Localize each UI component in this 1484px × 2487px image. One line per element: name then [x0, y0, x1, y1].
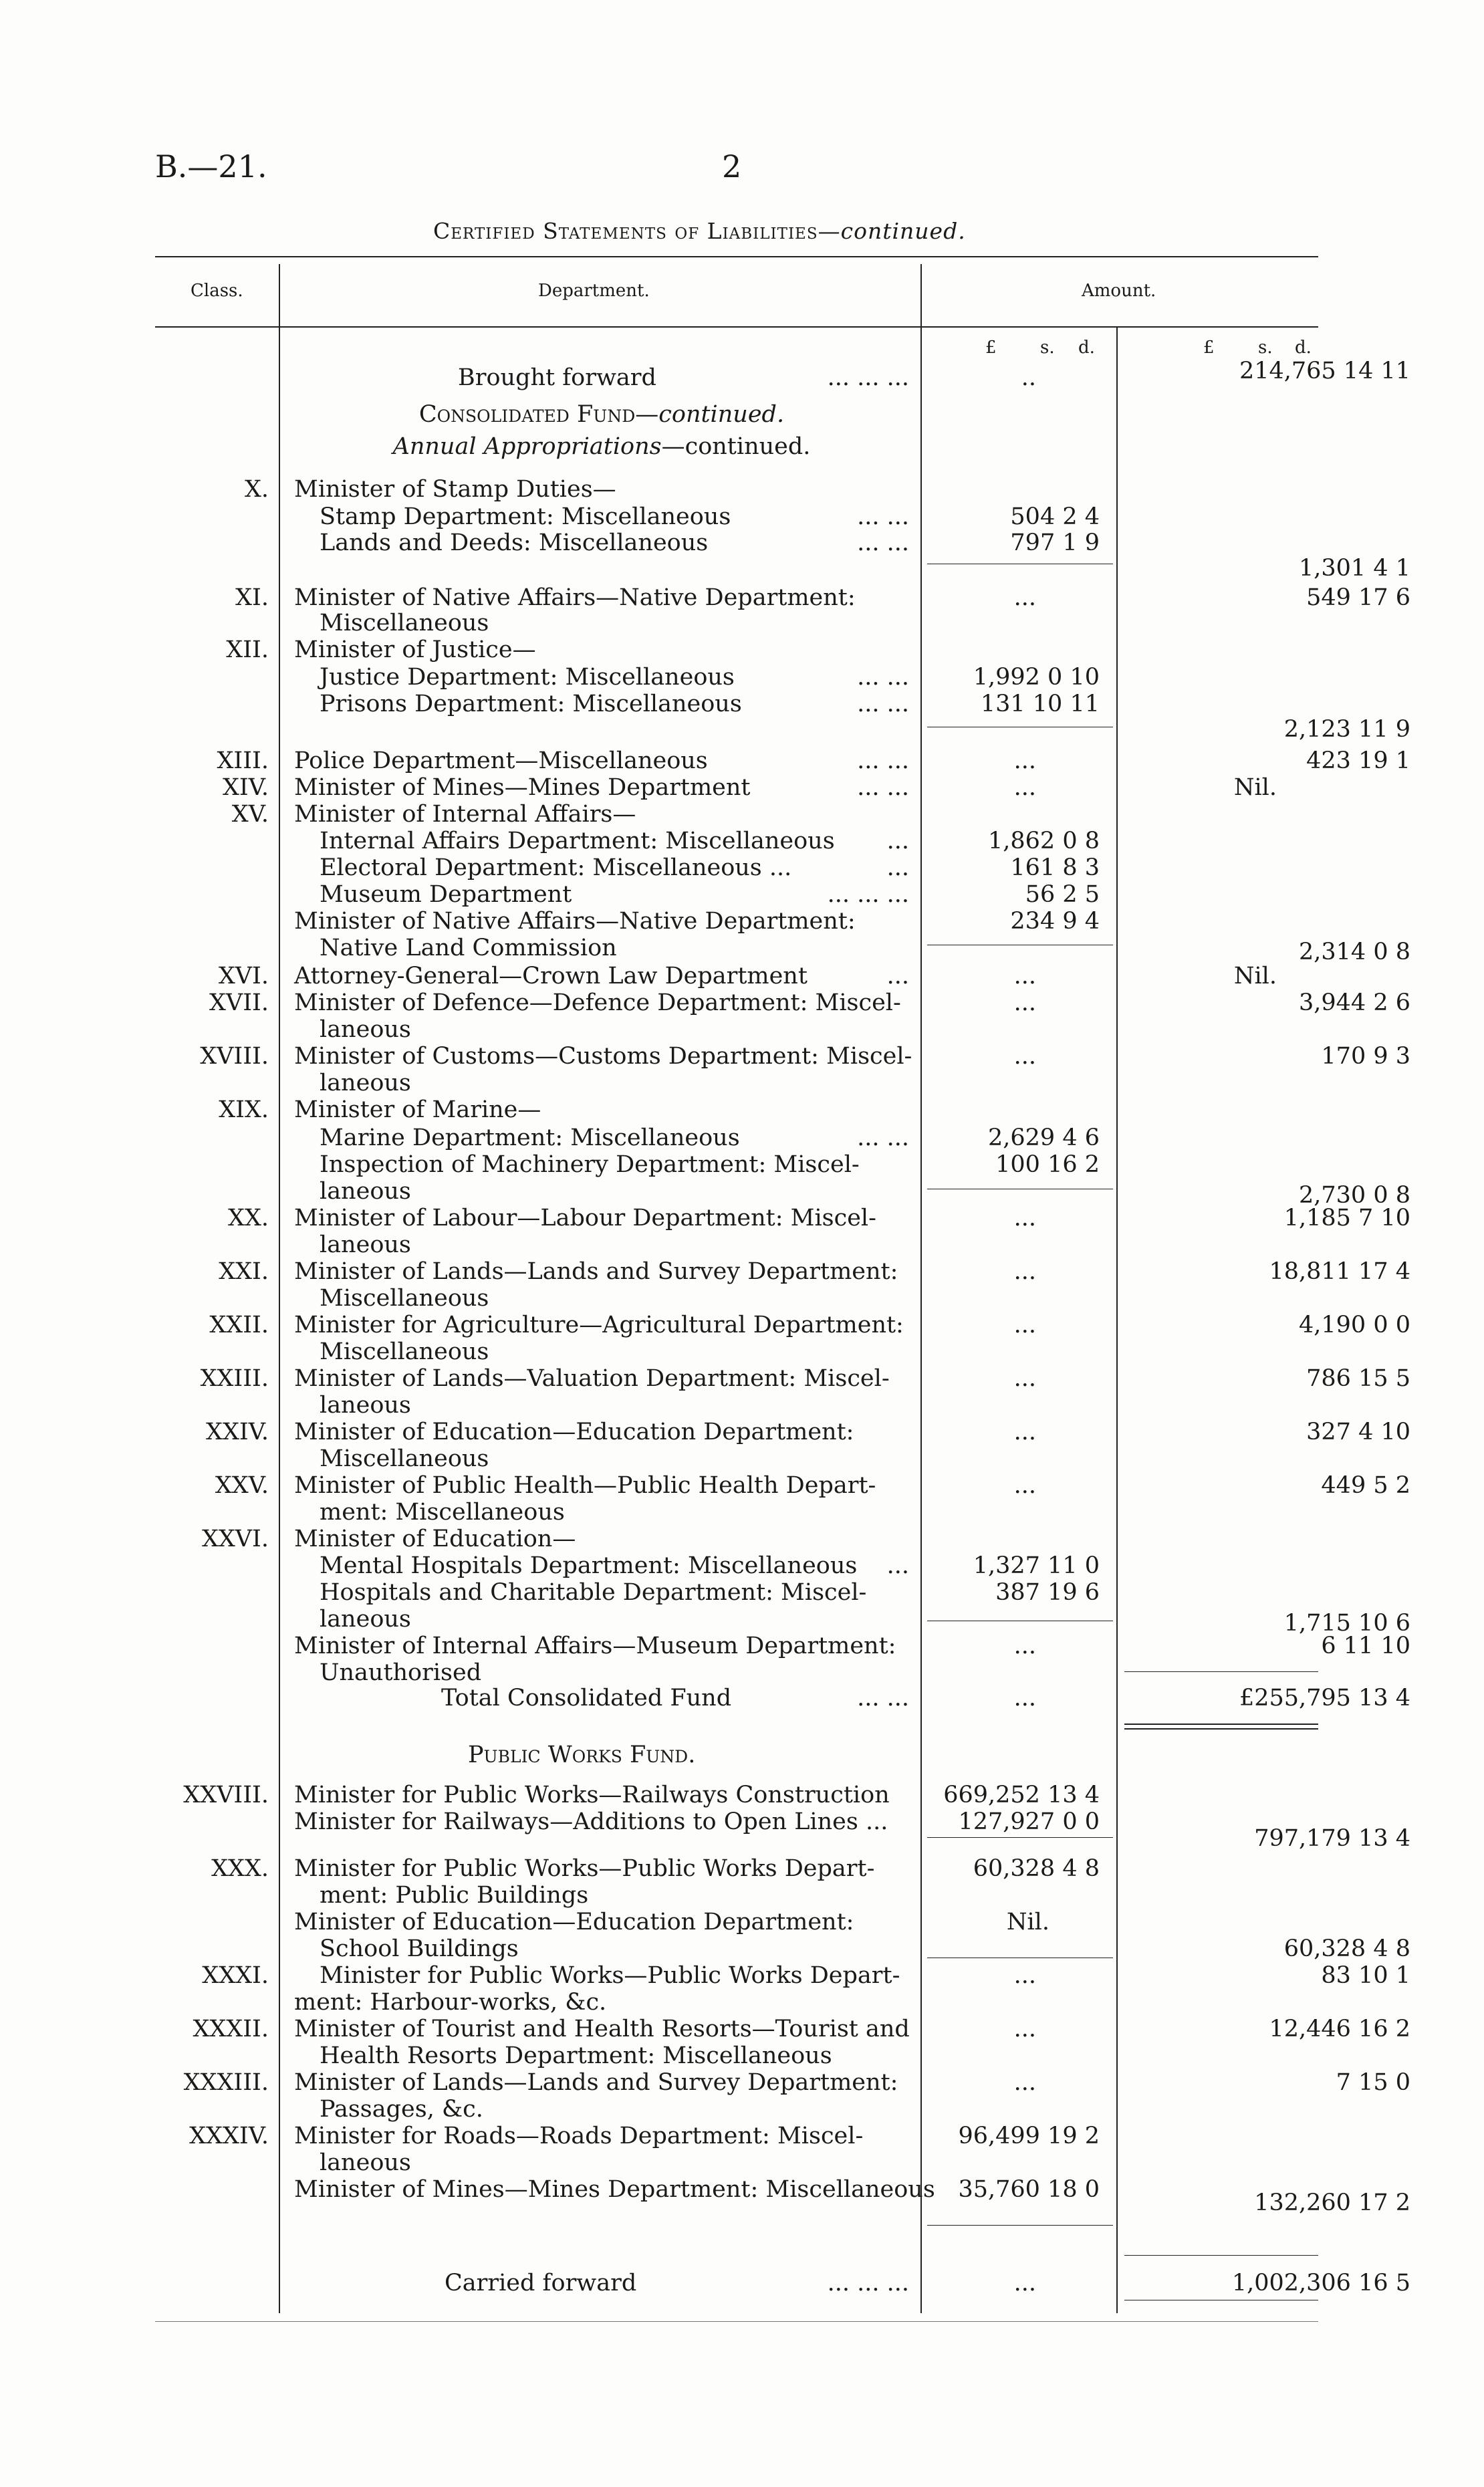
page-title-main: Certified Statements of Liabilities—	[433, 218, 841, 244]
carried-rule-top	[1124, 2255, 1318, 2256]
department-text: laneous	[320, 1178, 411, 1205]
department-column-header: Department.	[538, 281, 650, 301]
class-numeral: XXXII.	[193, 2016, 269, 2042]
department-text: Attorney-General—Crown Law Department	[294, 963, 808, 989]
department-text: laneous	[320, 1070, 411, 1096]
line-amount: 56 2 5	[1025, 881, 1100, 908]
page-title	[433, 218, 966, 244]
class-numeral: XXVI.	[201, 1526, 269, 1552]
line-amount: 1,992 0 10	[973, 664, 1100, 691]
department-text: Minister for Roads—Roads Department: Miscel-	[294, 2123, 864, 2149]
leader-dots: ... ...	[857, 747, 909, 774]
department-text: Minister of Justice—	[294, 636, 536, 663]
class-numeral: XXXI.	[202, 1962, 269, 1989]
leader-dots: ... ...	[857, 1685, 909, 1711]
department-text: ment: Miscellaneous	[320, 1499, 565, 1526]
pound-header-2: £	[1203, 338, 1215, 358]
page-title-continued: continued.	[840, 218, 966, 244]
shilling-header-2: s.	[1258, 338, 1273, 358]
department-text: Minister of Tourist and Health Resorts—Tourist and	[294, 2016, 910, 2042]
class-numeral: XXVIII.	[183, 1782, 269, 1808]
document-reference: B.—21.	[155, 148, 267, 185]
class-numeral: XI.	[235, 584, 269, 611]
total-amount: 449 5 2	[1321, 1472, 1410, 1499]
class-numeral: XIV.	[222, 774, 269, 801]
class-col-divider-head	[279, 264, 280, 328]
department-text: Minister of Mines—Mines Department	[294, 774, 751, 801]
class-numeral: XIII.	[217, 747, 269, 774]
department-text: Minister of Lands—Lands and Survey Department:	[294, 2069, 898, 2096]
class-numeral: XVI.	[218, 963, 269, 989]
class-numeral: XXIV.	[206, 1419, 269, 1445]
total-amount: 1,301 4 1	[1299, 555, 1410, 582]
table-top-rule	[155, 256, 1318, 257]
line-amount: 1,327 11 0	[973, 1552, 1100, 1579]
class-numeral: XXX.	[211, 1855, 269, 1882]
total-amount: Nil.	[1233, 963, 1277, 989]
department-text: Minister for Railways—Additions to Open Lines ...	[294, 1808, 888, 1835]
department-text: Health Resorts Department: Miscellaneous	[320, 2042, 832, 2069]
total-amount: 423 19 1	[1306, 747, 1410, 774]
brought-forward-amount: ..	[1021, 364, 1036, 391]
total-amount: 797,179 13 4	[1254, 1825, 1410, 1852]
pound-header-1: £	[985, 338, 997, 358]
total-amount: 60,328 4 8	[1283, 1935, 1410, 1962]
department-text: Miscellaneous	[320, 1285, 489, 1312]
consolidated-fund-title: Consolidated Fund—	[418, 401, 659, 428]
department-text: laneous	[320, 1016, 411, 1043]
line-amount: 161 8 3	[1010, 854, 1100, 881]
total-amount: 3,944 2 6	[1299, 989, 1410, 1016]
leader-dots: ...	[886, 828, 909, 854]
class-numeral: XXIII.	[200, 1365, 269, 1392]
department-text: School Buildings	[320, 1935, 519, 1962]
department-text: Hospitals and Charitable Department: Miscel-	[320, 1579, 867, 1606]
dept-col-divider-head	[920, 264, 922, 328]
line-amount: ...	[1013, 747, 1036, 774]
line-amount: ...	[1013, 1685, 1036, 1711]
leader-dots: ... ... ...	[827, 2270, 909, 2296]
line-amount: 127,927 0 0	[958, 1808, 1100, 1835]
line-amount: 797 1 9	[1010, 529, 1100, 556]
class-numeral: XV.	[231, 801, 269, 828]
amount-column-header: Amount.	[1082, 281, 1156, 301]
annual-appropriations-heading	[294, 433, 909, 460]
line-amount: ...	[1013, 2069, 1036, 2096]
class-numeral: XVII.	[209, 989, 269, 1016]
department-text: Museum Department	[320, 881, 572, 908]
line-amount: ...	[1013, 774, 1036, 801]
line-amount: ...	[1013, 584, 1036, 611]
department-text: Minister for Public Works—Public Works Depart-	[320, 1962, 900, 1989]
leader-dots: ... ...	[857, 664, 909, 691]
department-text: Minister of Internal Affairs—Museum Department:	[294, 1633, 896, 1659]
dept-col-divider	[920, 328, 922, 2313]
shilling-header-1: s.	[1040, 338, 1055, 358]
line-amount: 669,252 13 4	[943, 1782, 1100, 1808]
line-amount: 96,499 19 2	[958, 2123, 1100, 2149]
total-amount: 4,190 0 0	[1299, 1312, 1410, 1338]
class-numeral: X.	[244, 476, 269, 503]
total-amount: 2,314 0 8	[1299, 939, 1410, 965]
line-amount: Nil.	[1006, 1909, 1049, 1935]
department-text: Justice Department: Miscellaneous	[320, 664, 735, 691]
department-text: Carried forward	[445, 2270, 637, 2296]
department-text: Miscellaneous	[320, 1338, 489, 1365]
department-text: Minister of Customs—Customs Department: Miscel-	[294, 1043, 912, 1070]
total-amount: 18,811 17 4	[1269, 1258, 1410, 1285]
total-amount: 83 10 1	[1321, 1962, 1410, 1989]
total-amount: 6 11 10	[1321, 1633, 1410, 1659]
department-text: Minister of Labour—Labour Department: Miscel-	[294, 1205, 876, 1231]
leader-dots: ... ...	[857, 774, 909, 801]
line-amount: 387 19 6	[995, 1579, 1100, 1606]
department-text: Minister of Education—	[294, 1526, 576, 1552]
department-text: Inspection of Machinery Department: Miscel-	[320, 1151, 860, 1178]
department-text: Electoral Department: Miscellaneous ...	[320, 854, 792, 881]
total-amount: 786 15 5	[1306, 1365, 1410, 1392]
line-amount: 2,629 4 6	[988, 1124, 1100, 1151]
subtotal-rule	[927, 2225, 1113, 2226]
department-text: Minister of Internal Affairs—	[294, 801, 636, 828]
line-amount: 234 9 4	[1010, 908, 1100, 935]
department-text: Minister of Marine—	[294, 1096, 541, 1123]
total-amount: 12,446 16 2	[1269, 2016, 1410, 2042]
department-text: Police Department—Miscellaneous	[294, 747, 708, 774]
department-text: Lands and Deeds: Miscellaneous	[320, 529, 709, 556]
subtotal-rule	[927, 1837, 1113, 1838]
line-amount: ...	[1013, 1365, 1036, 1392]
consolidated-fund-continued: continued.	[658, 401, 785, 428]
class-numeral: XX.	[228, 1205, 269, 1231]
total-amount: 549 17 6	[1306, 584, 1410, 611]
brought-forward-label: Brought forward	[458, 364, 656, 391]
total-amount: Nil.	[1233, 774, 1277, 801]
department-text: Total Consolidated Fund	[441, 1685, 732, 1711]
department-text: laneous	[320, 1392, 411, 1419]
leader-dots: ...	[886, 854, 909, 881]
line-amount: ...	[1013, 1472, 1036, 1499]
line-amount: ...	[1013, 1258, 1036, 1285]
class-numeral: XXXIII.	[183, 2069, 269, 2096]
total-amount: 327 4 10	[1306, 1419, 1410, 1445]
class-numeral: XXXIV.	[189, 2123, 269, 2149]
department-text: Minister for Public Works—Public Works Depart-	[294, 1855, 875, 1882]
department-text: laneous	[320, 2149, 411, 2176]
fund-total-rule-top	[1124, 1671, 1318, 1672]
department-text: Minister for Agriculture—Agricultural Department:	[294, 1312, 904, 1338]
total-amount: 2,123 11 9	[1283, 716, 1410, 743]
brought-forward-dots: ... ... ...	[827, 364, 909, 391]
line-amount: ...	[1013, 989, 1036, 1016]
department-text: Native Land Commission	[320, 935, 617, 961]
class-numeral: XXI.	[219, 1258, 269, 1285]
class-column-header: Class.	[191, 281, 243, 301]
line-amount: 60,328 4 8	[973, 1855, 1100, 1882]
table-header-rule	[155, 326, 1318, 328]
brought-forward-total: 214,765 14 11	[1239, 358, 1410, 384]
leader-dots: ...	[886, 1552, 909, 1579]
pence-header-1: d.	[1078, 338, 1095, 358]
table-bottom-rule	[155, 2321, 1318, 2322]
annual-appropriations-title: Annual Appropriations	[392, 433, 662, 460]
line-amount: 504 2 4	[1010, 503, 1100, 530]
department-text: Minister of Native Affairs—Native Department:	[294, 908, 856, 935]
department-text: Minister of Stamp Duties—	[294, 476, 616, 503]
department-text: Prisons Department: Miscellaneous	[320, 691, 742, 717]
department-text: Miscellaneous	[320, 610, 489, 636]
department-text: Minister of Native Affairs—Native Department:	[294, 584, 856, 611]
department-text: laneous	[320, 1231, 411, 1258]
total-amount: £255,795 13 4	[1239, 1685, 1410, 1711]
department-text: Minister of Public Health—Public Health Depart-	[294, 1472, 876, 1499]
consolidated-fund-heading	[294, 401, 909, 428]
class-numeral: XVIII.	[200, 1043, 269, 1070]
line-amount: ...	[1013, 2270, 1036, 2296]
department-text: Minister of Defence—Defence Department: Miscel-	[294, 989, 901, 1016]
line-amount: ...	[1013, 1043, 1036, 1070]
total-amount: 1,715 10 6	[1283, 1610, 1410, 1637]
fund-total-rule-double	[1124, 1728, 1318, 1730]
department-text: Minister for Public Works—Railways Construction	[294, 1782, 890, 1808]
line-amount: ...	[1013, 1962, 1036, 1989]
department-text: ment: Public Buildings	[320, 1882, 589, 1909]
class-numeral: XIX.	[219, 1096, 269, 1123]
total-amount: 1,185 7 10	[1283, 1205, 1410, 1231]
total-amount: 132,260 17 2	[1254, 2189, 1410, 2216]
class-numeral: XXII.	[209, 1312, 269, 1338]
department-text: Passages, &c.	[320, 2096, 483, 2123]
department-text: Minister of Mines—Mines Department: Miscellaneous	[294, 2176, 935, 2203]
pence-header-2: d.	[1295, 338, 1312, 358]
department-text: ment: Harbour-works, &c.	[294, 1989, 607, 2016]
line-amount: 35,760 18 0	[958, 2176, 1100, 2203]
leader-dots: ... ...	[857, 1124, 909, 1151]
total-amount: 1,002,306 16 5	[1231, 2270, 1410, 2296]
class-numeral: XII.	[226, 636, 269, 663]
department-text: Minister of Education—Education Department:	[294, 1419, 854, 1445]
department-text: Minister of Lands—Valuation Department: Miscel-	[294, 1365, 890, 1392]
total-amount: 7 15 0	[1336, 2069, 1410, 2096]
department-text: Unauthorised	[320, 1659, 482, 1686]
department-text: Mental Hospitals Department: Miscellaneous	[320, 1552, 858, 1579]
class-col-divider	[279, 328, 280, 2313]
line-amount: ...	[1013, 1419, 1036, 1445]
department-text: Minister of Lands—Lands and Survey Department:	[294, 1258, 898, 1285]
total-amount: 170 9 3	[1321, 1043, 1410, 1070]
line-amount: ...	[1013, 2016, 1036, 2042]
line-amount: ...	[1013, 1312, 1036, 1338]
line-amount: 100 16 2	[995, 1151, 1100, 1178]
department-text: Miscellaneous	[320, 1445, 489, 1472]
leader-dots: ... ... ...	[827, 881, 909, 908]
department-text: Minister of Education—Education Department:	[294, 1909, 854, 1935]
fund-total-rule-bottom	[1124, 1724, 1318, 1725]
department-text: laneous	[320, 1606, 411, 1633]
annual-appropriations-continued: —continued.	[661, 433, 811, 460]
department-text: Marine Department: Miscellaneous	[320, 1124, 740, 1151]
leader-dots: ...	[886, 963, 909, 989]
line-amount: ...	[1013, 1205, 1036, 1231]
line-amount: ...	[1013, 963, 1036, 989]
line-amount: 1,862 0 8	[988, 828, 1100, 854]
line-amount: ...	[1013, 1633, 1036, 1659]
leader-dots: ... ...	[857, 691, 909, 717]
line-amount: 131 10 11	[980, 691, 1100, 717]
total-amount: 2,730 0 8	[1299, 1182, 1410, 1209]
page-number: 2	[722, 148, 742, 185]
department-text: Public Works Fund.	[468, 1742, 696, 1768]
leader-dots: ... ...	[857, 529, 909, 556]
amount-col-divider	[1116, 328, 1118, 2313]
department-text: Stamp Department: Miscellaneous	[320, 503, 731, 530]
class-numeral: XXV.	[215, 1472, 269, 1499]
leader-dots: ... ...	[857, 503, 909, 530]
department-text: Internal Affairs Department: Miscellaneous	[320, 828, 835, 854]
